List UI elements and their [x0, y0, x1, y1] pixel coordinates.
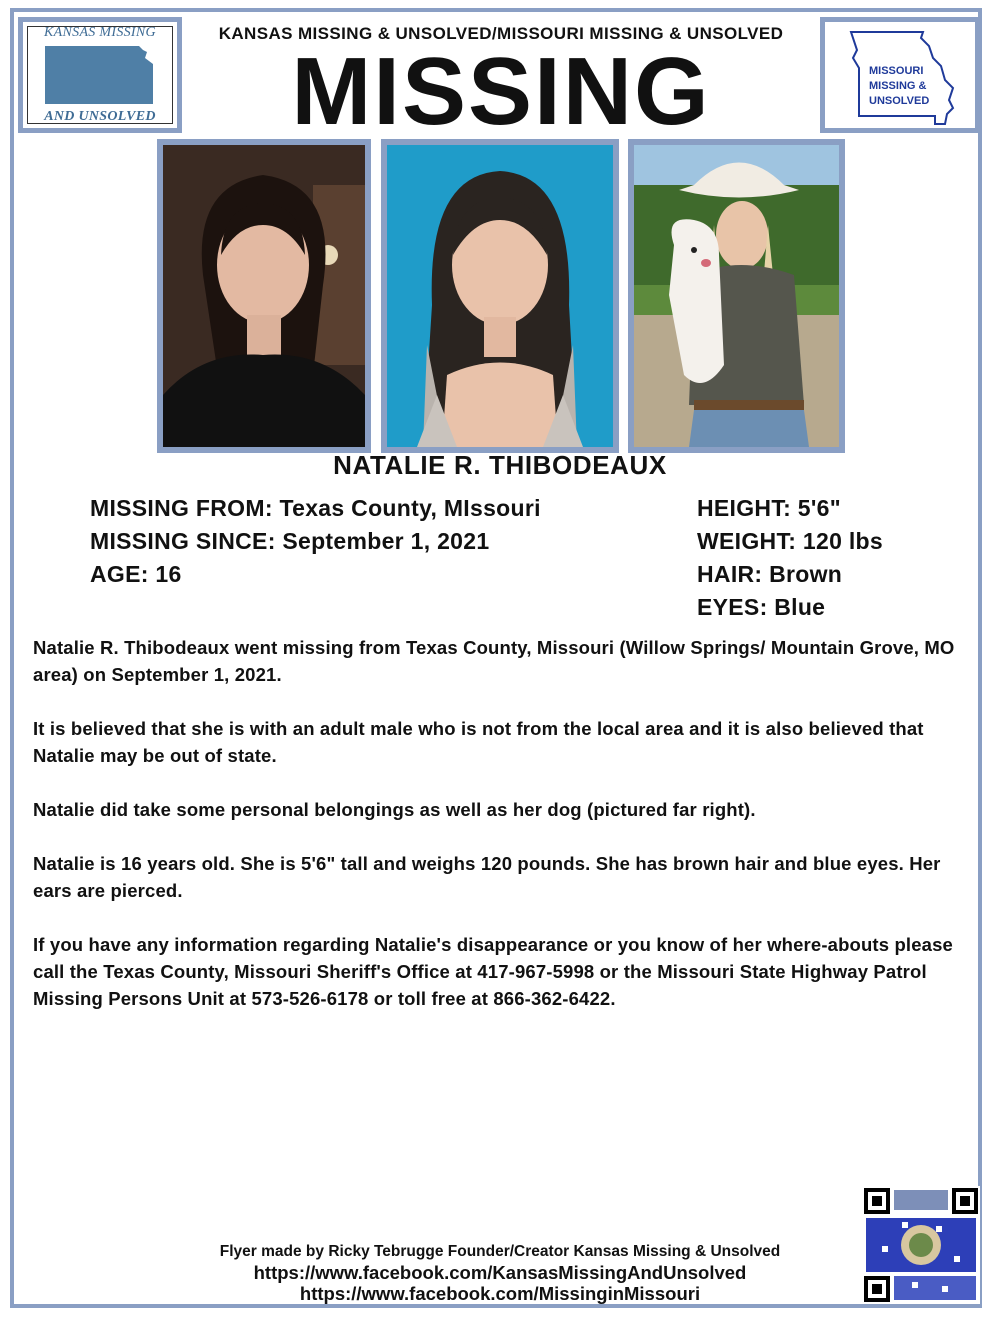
flyer-credit: Flyer made by Ricky Tebrugge Founder/Creator Kansas Missing & Unsolved [219, 1243, 781, 1260]
hair: HAIR: Brown [697, 561, 843, 587]
detail-paragraph-2: It is believed that she is with an adult male who is not from the local area and it is also believed that Natalie may be out of state. [33, 718, 924, 766]
photo-portrait-2 [381, 139, 619, 453]
facebook-link-missouri[interactable]: https://www.facebook.com/MissinginMissouri [299, 1283, 701, 1304]
detail-paragraph-3: Natalie did take some personal belongings as well as her dog (pictured far right). [33, 799, 756, 820]
case-facts-left [90, 492, 541, 591]
missouri-logo-line-3: UNSOLVED [869, 95, 930, 107]
missing-person-name: NATALIE R. THIBODEAUX [333, 450, 667, 480]
missouri-missing-logo [820, 17, 980, 133]
missouri-logo-line-2: MISSING & [869, 80, 927, 92]
kansas-logo-top-text: KANSAS MISSING [44, 25, 156, 40]
photo-with-dog [628, 139, 845, 453]
kansas-logo-bottom-text: AND UNSOLVED [44, 109, 156, 124]
facebook-link-kansas[interactable]: https://www.facebook.com/KansasMissingAndUnsolved [253, 1262, 747, 1283]
kansas-state-shape-icon [43, 44, 157, 106]
missouri-logo-line-1: MISSOURI [869, 65, 924, 77]
eyes: EYES: Blue [697, 594, 826, 620]
flyer-footer [150, 1242, 850, 1304]
detail-paragraph-4: Natalie is 16 years old. She is 5'6" tall and weighs 120 pounds. She has brown hair and blue eyes. Her ears are pierced. [33, 853, 941, 901]
missouri-logo-text [869, 64, 949, 109]
photo-portrait-1 [157, 139, 371, 453]
physical-description [697, 492, 883, 624]
height: HEIGHT: 5'6" [697, 495, 841, 521]
organization-banner: KANSAS MISSING & UNSOLVED/MISSOURI MISSING & UNSOLVED [218, 24, 784, 43]
missing-title: MISSING [291, 38, 711, 145]
qr-code-icon[interactable] [862, 1186, 980, 1304]
detail-paragraph-1: Natalie R. Thibodeaux went missing from Texas County, Missouri (Willow Springs/ Mountain Grove, MO area) on September 1, 2021. [33, 637, 955, 685]
age: AGE: 16 [90, 561, 182, 587]
case-details [33, 634, 968, 1039]
contact-paragraph: If you have any information regarding Natalie's disappearance or you know of her where-abouts please call the Texas County, Missouri Sheriff's Office at 417-967-5998 or the Missouri State Highway Patrol Missing Persons Unit at 573-526-6178 or toll free at 866-362-6422. [33, 934, 953, 1009]
missing-since: MISSING SINCE: September 1, 2021 [90, 528, 490, 554]
weight: WEIGHT: 120 lbs [697, 528, 883, 554]
kansas-missing-logo [18, 17, 182, 133]
missing-from: MISSING FROM: Texas County, MIssouri [90, 495, 541, 521]
